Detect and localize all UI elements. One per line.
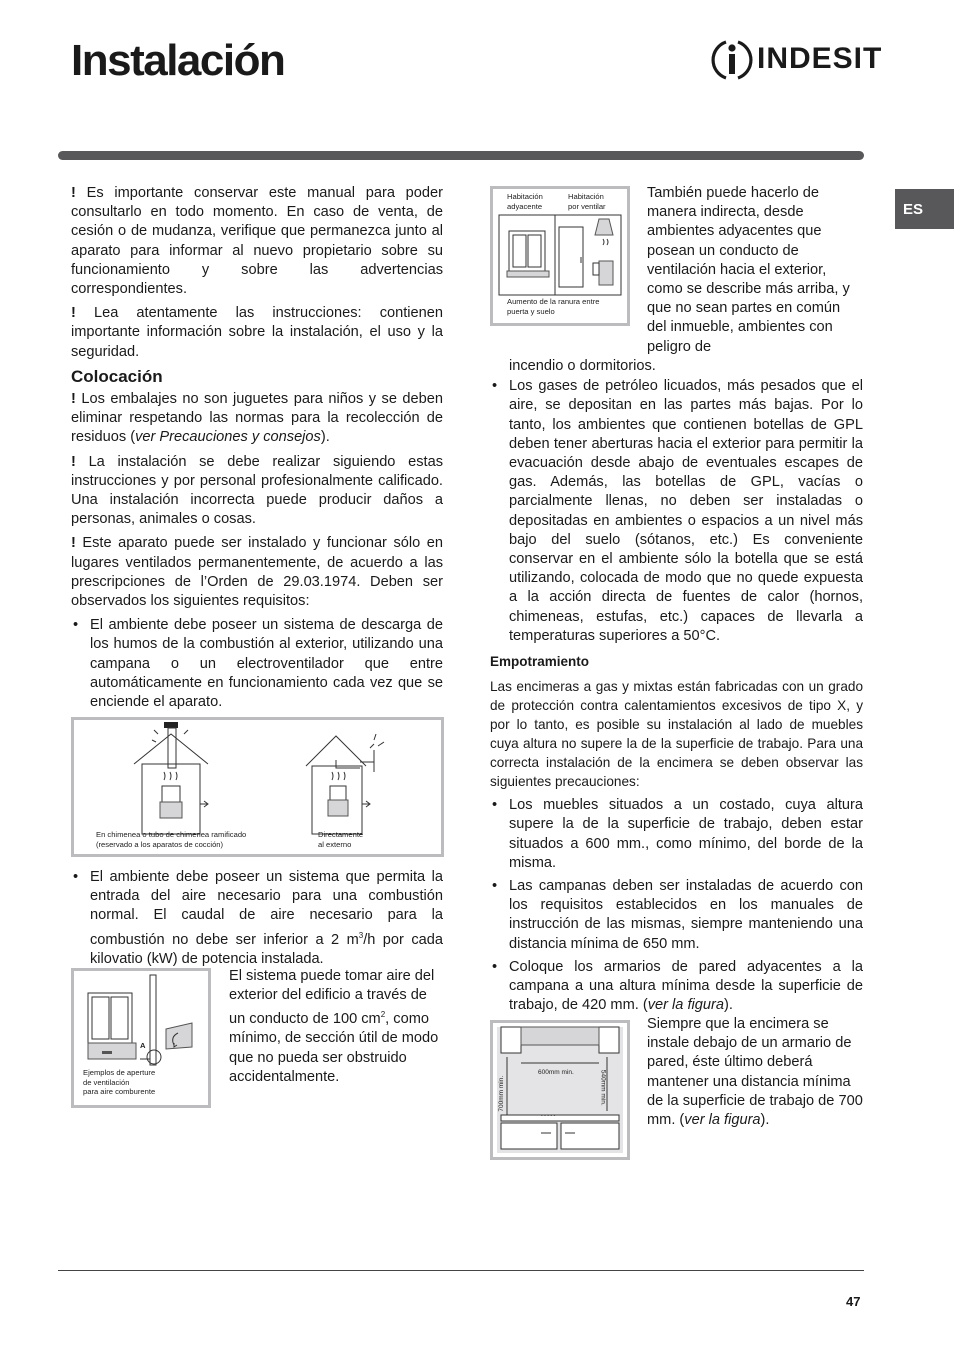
label-adjacent-room: Habitación adyacente [507, 192, 543, 211]
section-heading-colocacion: Colocación [71, 366, 163, 386]
list-item: • Los gases de petróleo licuados, más pesados que el aire, se depositan en las partes más bajas. Por lo tanto, los ambientes que contienen botellas de GPL deben tener aberturas hacia el exterior para permitir la evacuación desde abajo de eventuales escapes de gas. Además, las botellas de GPL, vacías o parcialmente llenas, no deben ser instaladas o depositadas en ambientes o espacios a un nivel más bajo del suelo (sótanos, etc.) Es conveniente conservar en el ambiente sólo la botella que se está utilizando, colocada de modo que no quede expuesta a la acción directa de fuentes de calor (hornos, chimeneas, estufas, etc.) capaces de llevarla a temperaturas superiores a 50°C. [490, 377, 863, 646]
label-a: A [140, 1041, 146, 1050]
page-number: 47 [846, 1294, 861, 1309]
label-700mm: 700mm min. [498, 1075, 506, 1112]
paragraph-packaging: ! Los embalajes no son juguetes para niños y se deben eliminar respetando las normas para la recolección de residuos (ver Precauciones y consejos). [71, 391, 443, 446]
footer-rule [58, 1270, 864, 1271]
gpl-list [490, 377, 863, 646]
list-item: • El ambiente debe poseer un sistema de descarga de los humos de la combustión al exterior, utilizando una campana o un electroventilador que entre automáticamente en funcionamiento cada vez que se enciende el aparato. [71, 616, 443, 712]
paragraph-ventilation: ! Este aparato puede ser instalado y funcionar sólo en lugares ventilados permanentemente, de acuerdo a las prescripciones de l’Orden de 29.03.1974. Deben ser observados los siguientes requisitos: [71, 535, 443, 610]
figure-ventilation-openings [71, 968, 211, 1108]
list-item: • Las campanas deben ser instaladas de acuerdo con los requisitos establecidos en los manuales de instrucción de las mismas, siempre manteniendo una distancia mínima de 650 mm. [490, 877, 863, 954]
paragraph-continuation: incendio o dormitorios. [509, 358, 656, 374]
figure-caption-door-gap: Aumento de la ranura entre puerta y suelo [507, 297, 600, 316]
list-item: • Coloque los armarios de pared adyacentes a la campana a una altura mínima desde la superficie de trabajo, de 420 mm. (ver la figura). [490, 958, 863, 1016]
air-duct-paragraph: El sistema puede tomar aire del exterior del edificio a través de un conducto de 100 $cm^2$, como mínimo, de sección útil de modo que no pueda ser obstruido accidentalmente. [229, 968, 439, 1085]
figure-adjacent-room [490, 186, 630, 326]
section-heading-empotramiento: Empotramiento [490, 654, 590, 670]
list-item: • El ambiente debe poseer un sistema que permita la entrada del aire necesario para una combustión normal. El caudal de aire necesario para la combustión no debe ser inferior a 2 $m^3/h$ por cada kilovatio (kW) de potencia instalada. [71, 868, 443, 969]
requirements-list-2 [71, 868, 443, 969]
label-600mm: 600mm min. [538, 1069, 574, 1076]
label-540mm: 540mm min. [599, 1069, 607, 1106]
svg-text:• • • • •: • • • • • [541, 1113, 556, 1119]
figure-caption-chimney: En chimenea o tubo de chimenea ramificado (reservado a los aparatos de cocción) [96, 830, 247, 849]
right-column [490, 357, 863, 1020]
page-title: Instalación [71, 36, 285, 85]
figure-smoke-extraction [71, 717, 444, 857]
precautions-list [490, 796, 863, 1015]
header-rule [58, 151, 864, 160]
brand-name: INDESIT [757, 42, 883, 75]
figure-cabinet-clearance [490, 1020, 630, 1160]
language-tab: ES [895, 189, 954, 229]
figure-caption-ventilation: Ejemplos de aperture de ventilación para aire comburente [83, 1068, 156, 1096]
left-column-continued [71, 868, 443, 974]
brand-i-icon [711, 38, 753, 82]
paragraph-intro: ! Es importante conservar este manual para poder consultarlo en todo momento. En caso de venta, de cesión o de mudanza, verifique que permanezca junto al aparato para informar al nuevo propietario sobre su funcionamiento y sobre las advertencias correspondientes. [71, 185, 443, 298]
label-room-to-ventilate: Habitación por ventilar [568, 192, 606, 211]
paragraph-professional-install: ! La instalación se debe realizar siguiendo estas instrucciones y por personal profesionalmente calificado. Una instalación incorrecta puede producir daños a personas, animales o cosas. [71, 453, 443, 528]
brand-logo [711, 38, 883, 82]
figure-caption-external: Directamente al externo [318, 830, 364, 849]
left-column [71, 184, 443, 717]
paragraph-built-in: Las encimeras a gas y mixtas están fabricadas con un grado de protección contra calentamientos excesivos de tipo X, y por lo tanto, es posible su instalación al lado de muebles cuya altura no supere la de la superficie de trabajo. Para una correcta instalación de la encimera se deben observar las siguientes precauciones: [490, 679, 863, 790]
indirect-ventilation-paragraph: También puede hacerlo de manera indirecta, desde ambientes adyacentes que posean un conducto de ventilación hacia el exterior, como se describe más arriba, y que no sean partes en común del inmueble, ambientes con peligro de [647, 185, 850, 355]
requirements-list [71, 616, 443, 712]
wall-cabinet-paragraph: Siempre que la encimera se instale debajo de un armario de pared, éste último deberá mantener una distancia mínima de la superficie de trabajo de 700 mm. (ver la figura). [647, 1016, 863, 1129]
list-item: • Los muebles situados a un costado, cuya altura supere la de la superficie de trabajo, deben estar situados a 600 mm., como mínimo, del borde de la misma. [490, 796, 863, 873]
paragraph-read-instructions: ! Lea atentamente las instrucciones: contienen importante información sobre la instalación, el uso y la seguridad. [71, 305, 444, 360]
